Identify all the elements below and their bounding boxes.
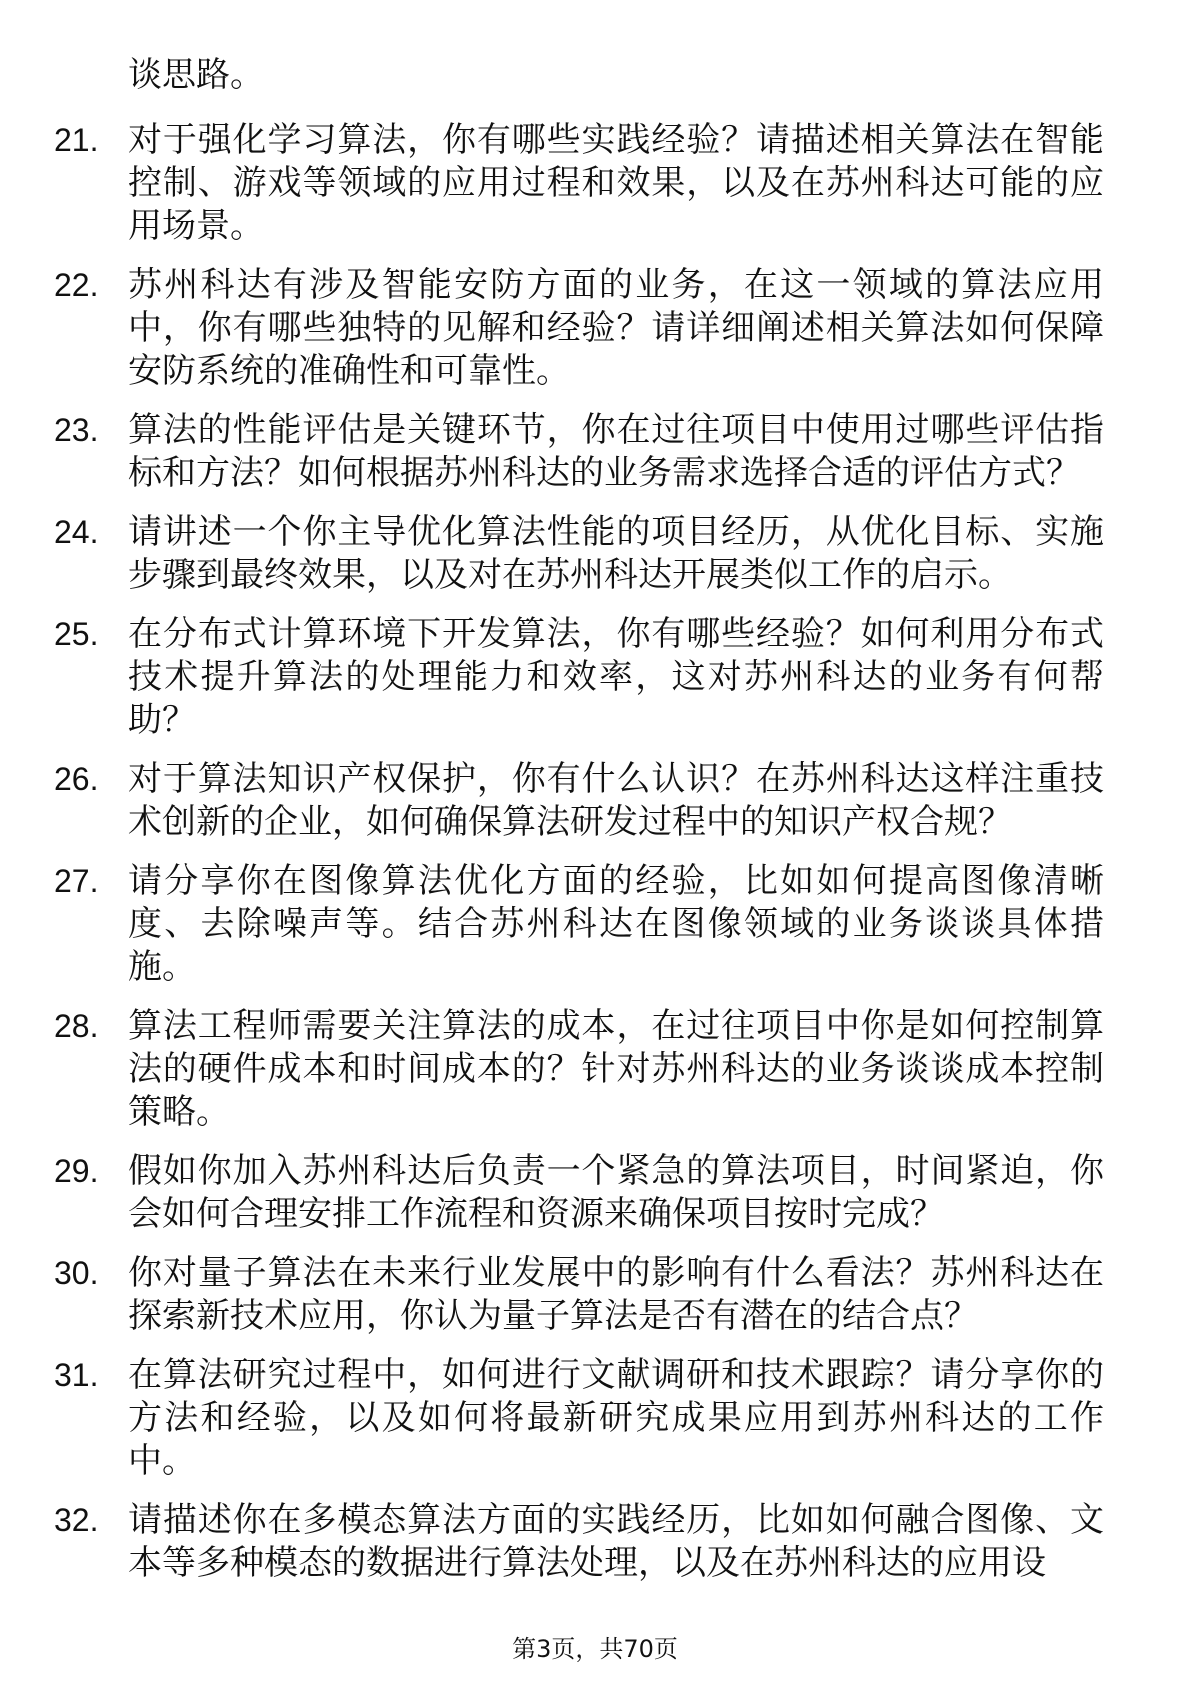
question-number: 30. [54, 1255, 99, 1291]
question-text [128, 613, 1104, 742]
question-text [128, 1252, 1104, 1338]
question-text [128, 758, 1104, 844]
question-item [0, 1150, 1190, 1236]
question-item [0, 613, 1190, 742]
question-text-line: 探索新技术应用，你认为量子算法是否有潜在的结合点？ [128, 1296, 978, 1336]
question-text-line: 安防系统的准确性和可靠性。 [128, 351, 570, 391]
question-text [128, 1499, 1104, 1585]
question-item [0, 1005, 1190, 1134]
question-text-line: 请讲述一个你主导优化算法性能的项目经历，从优化目标、实施 [128, 512, 1104, 552]
question-text-line: 中，你有哪些独特的见解和经验？请详细阐述相关算法如何保障 [128, 308, 1104, 348]
question-item [0, 860, 1190, 989]
question-text-line: 在算法研究过程中，如何进行文献调研和技术跟踪？请分享你的 [128, 1355, 1104, 1395]
question-number: 31. [54, 1357, 99, 1393]
question-text-line: 对于算法知识产权保护，你有什么认识？在苏州科达这样注重技 [128, 759, 1104, 799]
question-item [0, 511, 1190, 597]
question-text-line: 术创新的企业，如何确保算法研发过程中的知识产权合规？ [128, 802, 1012, 842]
question-number: 22. [54, 267, 99, 303]
question-text [128, 511, 1104, 597]
question-text-line: 算法的性能评估是关键环节，你在过往项目中使用过哪些评估指 [128, 410, 1104, 450]
question-text-line: 技术提升算法的处理能力和效率，这对苏州科达的业务有何帮 [128, 657, 1104, 697]
question-number: 21. [54, 122, 99, 158]
question-text-line: 在分布式计算环境下开发算法，你有哪些经验？如何利用分布式 [128, 614, 1104, 654]
page-footer: 第3页，共70页 [512, 1635, 678, 1663]
question-text-line: 施。 [128, 947, 196, 987]
question-text-line: 本等多种模态的数据进行算法处理，以及在苏州科达的应用设 [128, 1543, 1046, 1583]
question-number: 24. [54, 514, 99, 550]
question-text-line: 标和方法？如何根据苏州科达的业务需求选择合适的评估方式？ [128, 453, 1080, 493]
question-item [0, 758, 1190, 844]
question-text-line: 苏州科达有涉及智能安防方面的业务，在这一领域的算法应用 [128, 265, 1104, 305]
question-text-line: 中。 [128, 1441, 196, 1481]
question-item [0, 1252, 1190, 1338]
question-item [0, 119, 1190, 248]
question-number: 25. [54, 616, 99, 652]
question-number: 26. [54, 761, 99, 797]
question-number: 27. [54, 863, 99, 899]
question-text-line: 用场景。 [128, 206, 264, 246]
continuation-text: 谈思路。 [128, 55, 264, 95]
question-text-line: 步骤到最终效果，以及对在苏州科达开展类似工作的启示。 [128, 555, 1012, 595]
question-text-line: 度、去除噪声等。结合苏州科达在图像领域的业务谈谈具体措 [128, 904, 1104, 944]
question-text-line: 法的硬件成本和时间成本的？针对苏州科达的业务谈谈成本控制 [128, 1049, 1104, 1089]
document-page [0, 54, 1190, 1601]
question-text [128, 1150, 1104, 1236]
question-text [128, 860, 1104, 989]
question-number: 29. [54, 1153, 99, 1189]
question-text [128, 409, 1104, 495]
question-text-line: 策略。 [128, 1092, 230, 1132]
question-text [128, 1354, 1104, 1483]
question-number: 23. [54, 412, 99, 448]
question-text-line: 会如何合理安排工作流程和资源来确保项目按时完成？ [128, 1194, 944, 1234]
question-text [128, 264, 1104, 393]
question-text [128, 1005, 1104, 1134]
question-item [0, 264, 1190, 393]
question-text-line: 控制、游戏等领域的应用过程和效果，以及在苏州科达可能的应 [128, 163, 1104, 203]
question-number: 32. [54, 1502, 99, 1538]
question-item [0, 1499, 1190, 1585]
question-text-line: 助？ [128, 700, 196, 740]
question-item [0, 409, 1190, 495]
question-text-line: 方法和经验，以及如何将最新研究成果应用到苏州科达的工作 [128, 1398, 1104, 1438]
question-text [128, 119, 1104, 248]
question-list [0, 119, 1190, 1585]
question-text-line: 对于强化学习算法，你有哪些实践经验？请描述相关算法在智能 [128, 120, 1104, 160]
question-text-line: 假如你加入苏州科达后负责一个紧急的算法项目，时间紧迫，你 [128, 1151, 1104, 1191]
question-text-line: 请描述你在多模态算法方面的实践经历，比如如何融合图像、文 [128, 1500, 1104, 1540]
question-text-line: 算法工程师需要关注算法的成本，在过往项目中你是如何控制算 [128, 1006, 1104, 1046]
question-item [0, 1354, 1190, 1483]
question-text-line: 请分享你在图像算法优化方面的经验，比如如何提高图像清晰 [128, 861, 1104, 901]
question-text-line: 你对量子算法在未来行业发展中的影响有什么看法？苏州科达在 [128, 1253, 1104, 1293]
question-number: 28. [54, 1008, 99, 1044]
